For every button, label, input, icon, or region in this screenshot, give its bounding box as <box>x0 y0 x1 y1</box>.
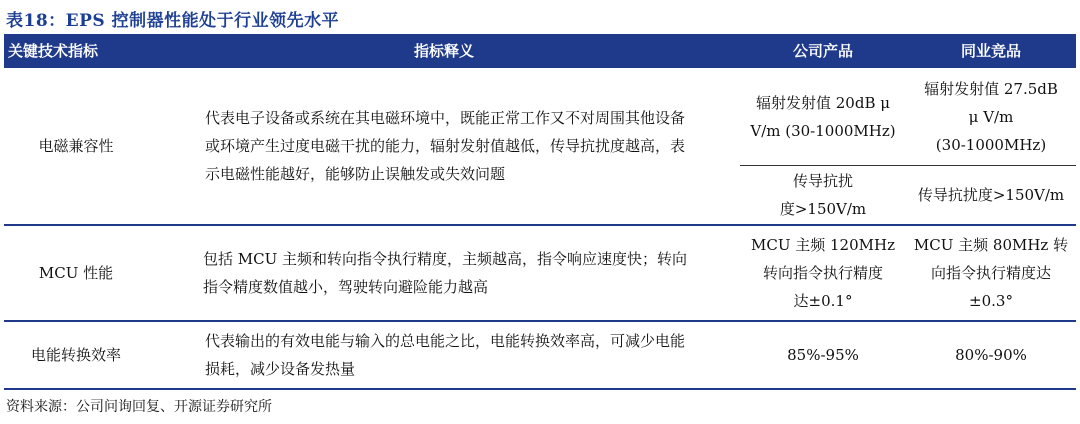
company-immunity-value <box>740 166 906 224</box>
company-efficiency-value: 85%-95% <box>787 346 859 364</box>
table-row <box>4 226 1076 322</box>
indicator-definition <box>148 322 740 388</box>
table-header-row <box>4 34 1076 68</box>
value-line: MCU 主频 80MHz 转 <box>913 236 1069 254</box>
indicator-name: MCU 性能 <box>38 264 114 282</box>
split-cells <box>740 68 1076 224</box>
company-emission-value <box>740 68 906 165</box>
header-definition: 指标释义 <box>413 42 474 60</box>
performance-table <box>4 34 1076 390</box>
value-line: μ V/m <box>968 107 1014 126</box>
value-line: 度>150V/m <box>779 200 867 219</box>
source-note: 资料来源：公司问询回复、开源证券研究所 <box>6 399 272 415</box>
value-line: V/m (30-1000MHz) <box>750 121 896 140</box>
definition-line: 包括 MCU 主频和转向指令执行精度，主频越高，指令响应速度快；转向 <box>202 250 688 268</box>
table-title: 表18：EPS 控制器性能处于行业领先水平 <box>6 11 340 31</box>
definition-line: 代表输出的有效电能与输入的总电能之比，电能转换效率高，可减少电能 <box>204 332 685 350</box>
value-line: 达±0.1° <box>793 292 853 310</box>
value-line: 辐射发射值 20dB μ <box>755 93 890 112</box>
value-line: (30-1000MHz) <box>935 135 1047 154</box>
value-line: 转向指令执行精度 <box>762 264 883 282</box>
peer-mcu-value <box>906 226 1076 320</box>
definition-line: 代表电子设备或系统在其电磁环境中，既能正常工作又不对周围其他设备 <box>204 109 685 127</box>
indicator-definition <box>148 68 740 224</box>
value-line: MCU 主频 120MHz <box>751 236 895 254</box>
header-peer-product: 同业竞品 <box>960 42 1021 60</box>
value-line: 传导抗扰 <box>792 172 853 191</box>
value-line: 辐射发射值 27.5dB <box>924 79 1058 98</box>
definition-line: 指令精度数值越小，驾驶转向避险能力越高 <box>202 278 488 296</box>
definition-line: 示电磁性能越好，能够防止误触发或失效问题 <box>204 165 505 183</box>
value-line: 向指令执行精度达 <box>930 264 1051 282</box>
indicator-name: 电能转换效率 <box>30 346 121 364</box>
definition-line: 损耗，减少设备发热量 <box>204 360 355 378</box>
value-line: ±0.3° <box>969 292 1013 310</box>
header-company-product: 公司产品 <box>792 42 853 60</box>
definition-line: 或环境产生过度电磁干扰的能力，辐射发射值越低，传导抗扰度越高，表 <box>204 137 685 155</box>
peer-efficiency-value: 80%-90% <box>955 346 1027 364</box>
indicator-definition <box>148 226 740 320</box>
table-row <box>4 68 1076 226</box>
table-row <box>4 322 1076 390</box>
indicator-name: 电磁兼容性 <box>38 137 114 155</box>
header-indicator: 关键技术指标 <box>8 42 99 60</box>
immunity-subrow <box>740 166 1076 224</box>
emission-subrow <box>740 68 1076 166</box>
value-line: 传导抗扰度>150V/m <box>917 186 1065 205</box>
peer-emission-value <box>906 68 1076 165</box>
company-mcu-value <box>740 226 906 320</box>
peer-immunity-value <box>906 166 1076 224</box>
